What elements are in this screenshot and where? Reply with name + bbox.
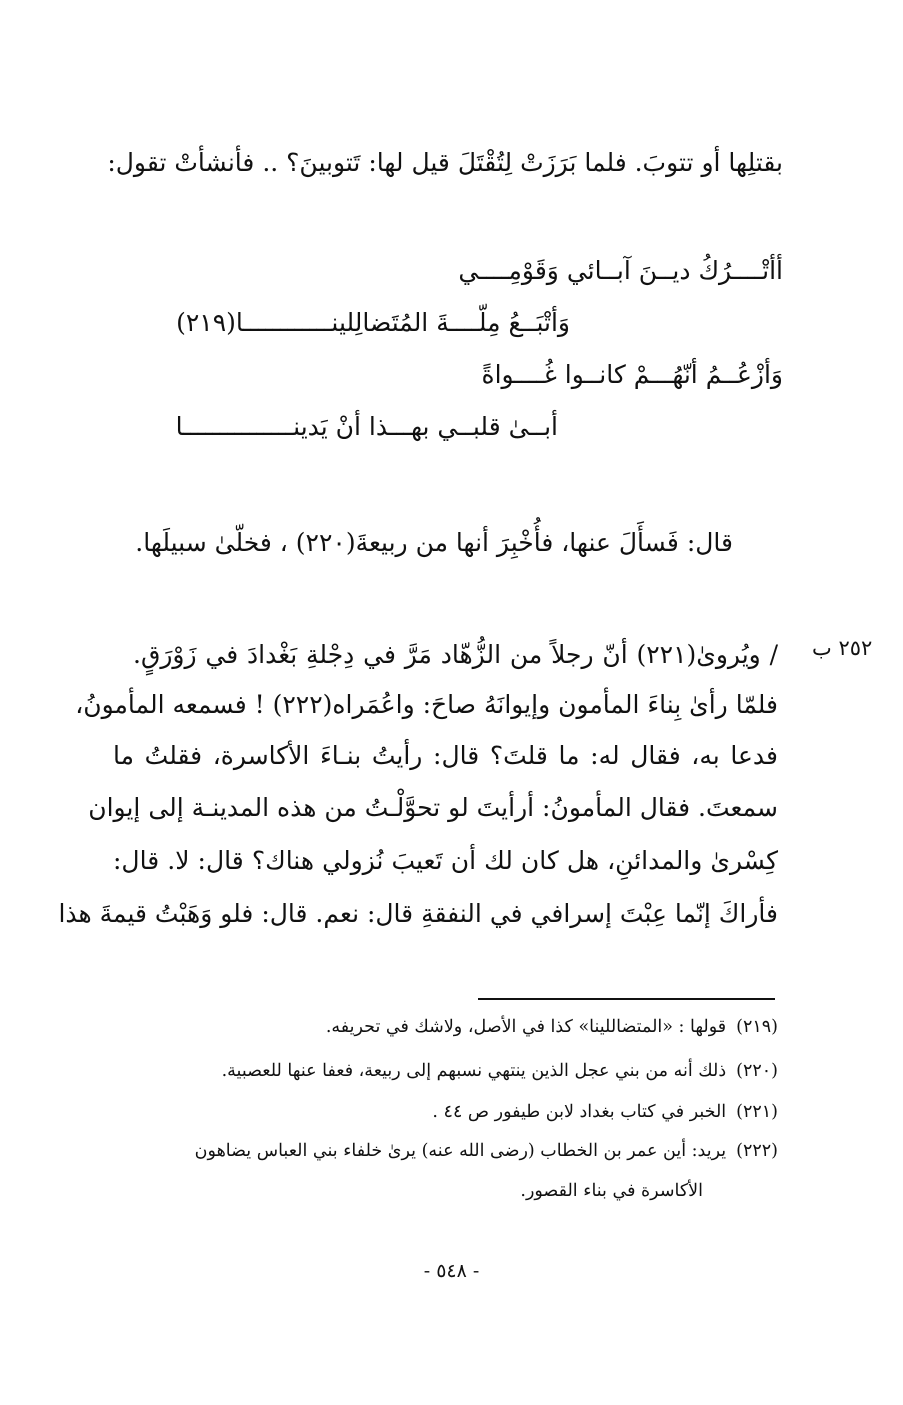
footnote-text: يريد: أين عمر بن الخطاب (رضى الله عنه) يرىٰ خلفاء بني العباس يضاهون: [194, 1141, 727, 1161]
footnote-separator: [478, 998, 775, 1000]
footnote-222-continuation: الأكاسرة في بناء القصور.: [520, 1181, 703, 1201]
page-number: - ٥٤٨ -: [423, 1260, 480, 1282]
footnote-222: [195, 1141, 778, 1163]
poem-line-2: وَأتْبَــعُ مِلّــــةَ المُتَضالِلينــــــــــــا(٢١٩): [176, 308, 570, 337]
paragraph-line-1: / ويُروىٰ(٢٢١) أنّ رجلاً من الزُّهّاد مَرَّ في دِجْلةِ بَغْدادَ في زَوْرَقٍ.: [133, 640, 778, 669]
footnote-text: الخبر في كتاب بغداد لابن طيفور ص ٤٤ .: [432, 1102, 727, 1122]
poem-line-4: أبــىٰ قلبــي بهـــذا أنْ يَدينـــــــــــــــا: [175, 412, 558, 441]
footnote-text: ذلك أنه من بني عجل الذين ينتهي نسبهم إلى ربيعة، فعفا عنها للعصبية.: [221, 1061, 727, 1081]
paragraph-line-5: كِسْرىٰ والمدائنِ، هل كان لك أن تَعيبَ نُزولي هناك؟ قال: لا. قال:: [113, 846, 778, 875]
manuscript-folio-note: ٢٥٢ ب: [812, 636, 873, 660]
after-poem-line: قال: فَسأَلَ عنها، فأُخْبِرَ أنها من ربيعةَ(٢٢٠) ، فخلّىٰ سبيلَها.: [135, 528, 733, 557]
footnote-number: (٢١٩): [736, 1017, 778, 1037]
footnote-221: [432, 1102, 778, 1124]
poem-line-1: أأتْــــرُكُ ديــنَ آبــائي وَقَوْمِــــي: [458, 256, 783, 285]
footnote-text: قولها : «المتضاللينا» كذا في الأصل، ولاشك في تحريفه.: [325, 1017, 727, 1037]
intro-line: بقتلِها أو تتوبَ. فلما بَرَزَتْ لِتُقْتَلَ قيل لها: تَتوبينَ؟ .. فأنشأتْ تقول:: [107, 148, 783, 177]
footnote-219: [326, 1017, 778, 1039]
paragraph-line-3: فدعا به، فقال له: ما قلتَ؟ قال: رأيتُ بنـاءَ الأكاسرة، فقلتُ ما: [113, 741, 778, 770]
footnote-220: [222, 1061, 778, 1083]
paragraph-line-4: سمعتَ. فقال المأمونُ: أرأيتَ لو تحوَّلْـتُ من هذه المدينـة إلى إيوان: [88, 793, 778, 822]
footnote-number: (٢٢١): [736, 1102, 778, 1122]
footnote-number: (٢٢٢): [736, 1141, 778, 1161]
footnote-number: (٢٢٠): [736, 1061, 778, 1081]
paragraph-line-2: فلمّا رأىٰ بِناءَ المأمون وإيوانَهُ صاحَ: واعُمَراه(٢٢٢) ! فسمعه المأمونُ،: [75, 690, 778, 719]
poem-line-3: وَأزْعُــمُ أنّهُـــمْ كانــوا غُــــواةً: [481, 360, 783, 389]
paragraph-line-6: فأراكَ إنّما عِبْتَ إسرافي في النفقةِ قال: نعم. قال: فلو وَهَبْتُ قيمةَ هذا: [58, 899, 778, 928]
